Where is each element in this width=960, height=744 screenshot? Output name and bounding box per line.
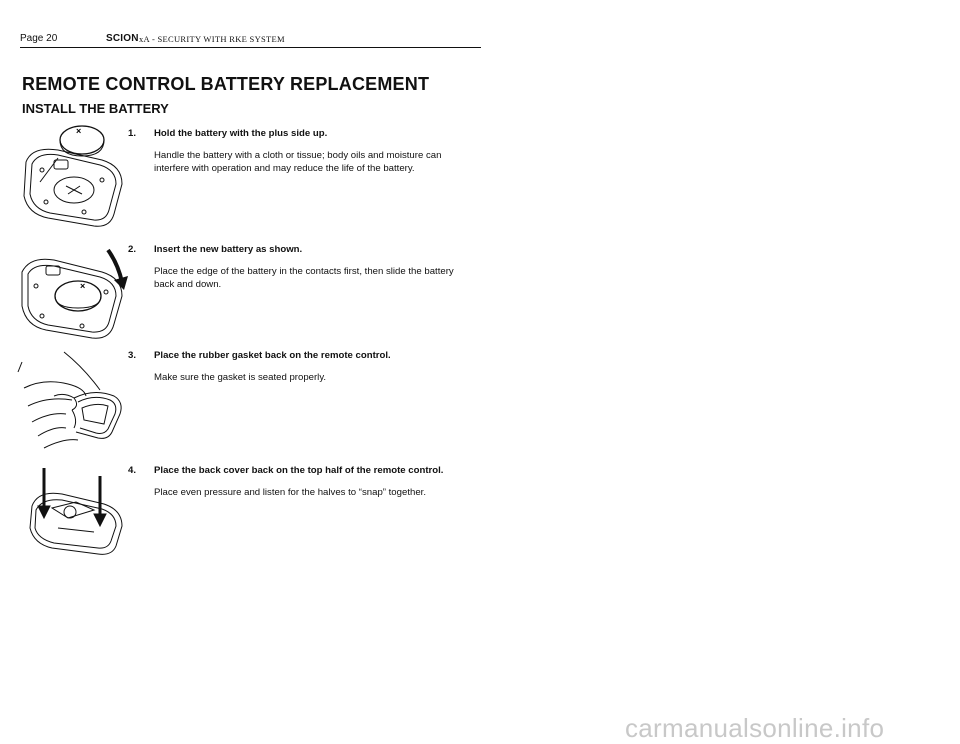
step-3 — [128, 349, 473, 399]
step-body: Place even pressure and listen for the halves to “snap” together. — [154, 487, 426, 498]
step-2 — [128, 243, 473, 303]
page-title: REMOTE CONTROL BATTERY REPLACEMENT — [22, 74, 430, 94]
step-body: Make sure the gasket is seated properly. — [154, 372, 327, 383]
step-number: 1. — [128, 128, 137, 139]
step-number: 4. — [128, 465, 137, 476]
brand-name: SCION — [106, 33, 139, 44]
step-4 — [128, 464, 473, 514]
step-heading: Insert the new battery as shown. — [154, 244, 303, 255]
page-header — [20, 33, 481, 48]
step-body: Handle the battery with a cloth or tissue; body oils and moisture can interfere with operation and may reduce the life of the battery. — [154, 150, 442, 174]
svg-text:×: × — [80, 281, 86, 291]
step-3-illustration — [14, 348, 129, 452]
step-heading: Place the back cover back on the top half of the remote control. — [154, 465, 444, 476]
step-2-illustration — [18, 244, 133, 344]
step-1-illustration — [18, 122, 128, 230]
step-1 — [128, 127, 473, 187]
hand-gasket-icon — [18, 352, 121, 448]
page-number: Page 20 — [20, 33, 58, 44]
remote-open-icon — [22, 259, 122, 338]
step-heading: Place the rubber gasket back on the remote control. — [154, 350, 391, 361]
watermark: carmanualsonline.info — [625, 713, 885, 743]
section-heading: INSTALL THE BATTERY — [22, 101, 169, 116]
step-4-illustration — [24, 466, 129, 558]
insert-arrow-icon — [108, 250, 128, 290]
svg-text:×: × — [76, 126, 82, 136]
step-heading: Hold the battery with the plus side up. — [154, 128, 328, 139]
header-subtitle: xA - SECURITY WITH RKE SYSTEM — [139, 34, 285, 44]
step-number: 3. — [128, 350, 137, 361]
step-body: Place the edge of the battery in the contacts first, then slide the battery back and down. — [154, 266, 454, 290]
step-number: 2. — [128, 244, 137, 255]
